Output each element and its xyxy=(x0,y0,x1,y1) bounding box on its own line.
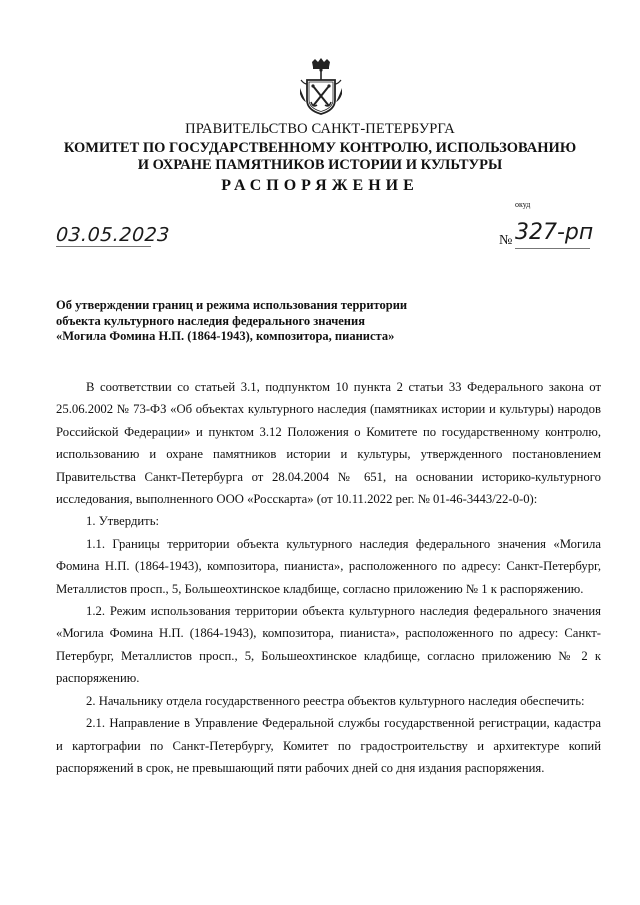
number-underline xyxy=(515,248,590,249)
document-number: 327-рп xyxy=(515,220,594,245)
document-date: 03.05.2023 xyxy=(55,224,171,246)
clause-1-1: 1.1. Границы территории объекта культурного наследия федерального значения «Могила Фомина Н.П. (1864-1943), композитора, пианиста», расположенного по адресу: Санкт-Петербург, Металлистов просп., 5, Большеохтинское кладбище, согласно приложению № 1 к распоряжению. xyxy=(56,536,601,596)
clause-2: 2. Начальнику отдела государственного реестра объектов культурного наследия обеспечить: xyxy=(86,693,585,708)
committee-name-line-1: КОМИТЕТ ПО ГОСУДАРСТВЕННОМУ КОНТРОЛЮ, ИСПОЛЬЗОВАНИЮ xyxy=(63,140,577,156)
subject-line-1: Об утверждении границ и режима использования территории xyxy=(56,298,408,312)
subject-line-2: объекта культурного наследия федерального значения xyxy=(56,313,365,328)
date-underline xyxy=(56,246,151,247)
number-sign: № xyxy=(499,233,513,248)
clause-1-2: 1.2. Режим использования территории объекта культурного наследия федерального значения «Могила Фомина Н.П. (1864-1943), композитора, пианиста», расположенного по адресу: Санкт-Петербург, Металлистов просп., 5, Большеохтинское кладбище, согласно приложению № 2 к распоряжению. xyxy=(56,604,601,686)
document-type: РАСПОРЯЖЕНИЕ xyxy=(221,177,419,194)
committee-name-line-2: И ОХРАНЕ ПАМЯТНИКОВ ИСТОРИИ И КУЛЬТУРЫ xyxy=(137,157,503,173)
subject-line-3: «Могила Фомина Н.П. (1864-1943), композитора, пианиста» xyxy=(56,329,395,343)
document-body xyxy=(56,376,601,779)
government-name: ПРАВИТЕЛЬСТВО САНКТ-ПЕТЕРБУРГА xyxy=(185,121,455,137)
saint-petersburg-coat-of-arms-icon xyxy=(298,58,344,116)
committee-name xyxy=(0,140,640,174)
clause-1: 1. Утвердить: xyxy=(86,514,160,529)
clause-2-1: 2.1. Направление в Управление Федеральной службы государственной регистрации, кадастра и картографии по Санкт-Петербургу, Комитет по градостроительству и архитектуре копий распоряжений в срок, не превышающий пяти рабочих дней со дня издания распоряжения. xyxy=(56,716,601,775)
okud-label: окуд xyxy=(515,200,531,209)
preamble-paragraph: В соответствии со статьей 3.1, подпунктом 10 пункта 2 статьи 33 Федерального закона от 25.06.2002 № 73-ФЗ «Об объектах культурного наследия (памятниках истории и культуры) народов Российской Федерации» и пунктом 3.12 Положения о Комитете по государственному контролю, использованию и охране памятников истории и культуры, утвержденного постановлением Правительства Санкт-Петербурга от 28.04.2004 № 651, на основании историко-культурного исследования, выполненного ООО «Росскарта» (от 10.11.2022 рег. № 01-46-3443/22-0-0): xyxy=(56,380,601,507)
document-subject xyxy=(56,298,476,345)
